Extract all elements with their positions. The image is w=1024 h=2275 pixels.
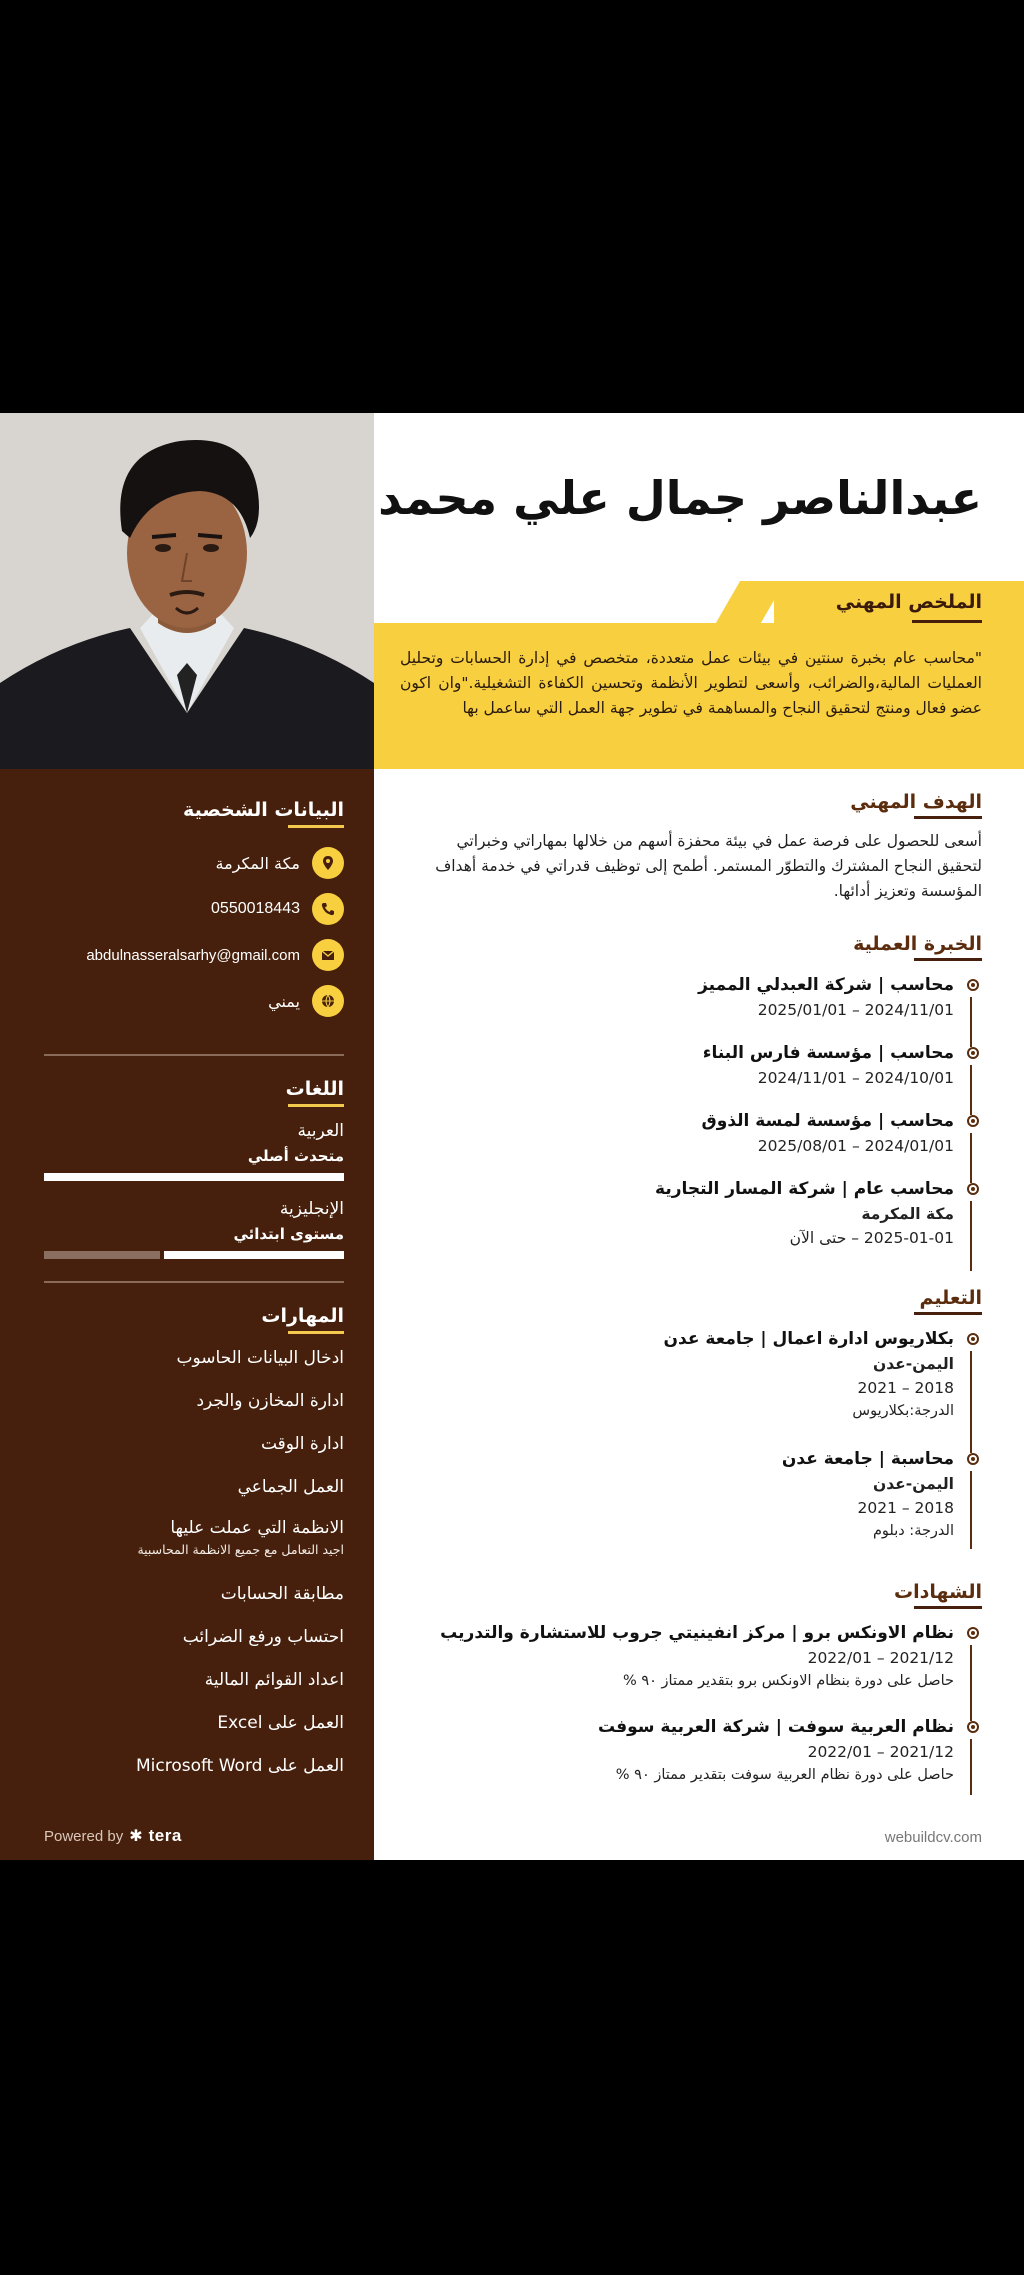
education-item — [414, 1449, 982, 1545]
language-bar-gap — [160, 1251, 164, 1259]
objective-title-underline — [914, 816, 982, 819]
powered-label: Powered by — [44, 1827, 124, 1845]
nationality-text: يمني — [268, 991, 300, 1011]
education-place: اليمن-عدن — [872, 1355, 954, 1373]
skill-item: العمل الجماعي — [237, 1477, 344, 1497]
experience-item — [414, 1111, 982, 1179]
email-text: abdulnasseralsarhy@gmail.com — [86, 946, 300, 964]
language-level: متحدث أصلي — [247, 1147, 344, 1165]
skill-note: اجيد التعامل مع جميع الانظمة المحاسبية — [137, 1542, 344, 1557]
experience-dates: 2024/10/01 – 2024/11/01 — [757, 1069, 954, 1087]
contact-phone[interactable] — [44, 886, 344, 932]
certificate-desc: حاصل على دورة بنظام الاونكس برو بتقدير ممتاز ٩٠ % — [622, 1673, 954, 1689]
timeline-dot-icon — [967, 1183, 979, 1195]
objective-title: الهدف المهني — [850, 791, 982, 813]
certificates-section — [414, 1581, 982, 1791]
language-name: العربية — [297, 1121, 344, 1141]
timeline-dot-icon — [967, 1047, 979, 1059]
experience-item — [414, 975, 982, 1043]
phone-icon — [312, 893, 344, 925]
experience-item — [414, 1043, 982, 1111]
phone-text: 0550018443 — [211, 900, 300, 917]
experience-location: مكة المكرمة — [861, 1205, 954, 1223]
education-title: التعليم — [919, 1287, 982, 1309]
education-section — [414, 1287, 982, 1545]
personal-title: البيانات الشخصية — [183, 799, 344, 821]
location-text: مكة المكرمة — [215, 853, 300, 873]
certificates-title: الشهادات — [893, 1581, 982, 1603]
location-icon — [312, 847, 344, 879]
language-name: الإنجليزية — [279, 1199, 344, 1219]
person-name: عبدالناصر جمال علي محمد — [378, 471, 982, 525]
experience-timeline — [414, 975, 982, 1267]
contact-nationality — [44, 978, 344, 1024]
sidebar — [0, 413, 374, 1860]
skill-item-with-note — [44, 1518, 344, 1584]
brand-name: tera — [148, 1826, 182, 1845]
cv-page — [0, 413, 1024, 1860]
skill-item: اعداد القوائم المالية — [204, 1670, 344, 1690]
education-years: 2018 – 2021 — [857, 1499, 954, 1517]
timeline-dot-icon — [967, 1627, 979, 1639]
experience-title-text: محاسب | مؤسسة لمسة الذوق — [701, 1111, 954, 1131]
certificate-desc: حاصل على دورة نظام العربية سوفت بتقدير ممتاز ٩٠ % — [615, 1767, 954, 1783]
timeline-dot-icon — [967, 1721, 979, 1733]
experience-item — [414, 1179, 982, 1267]
timeline-dot-icon — [967, 1333, 979, 1345]
summary-title: الملخص المهني — [835, 591, 982, 613]
education-years: 2018 – 2021 — [857, 1379, 954, 1397]
certificate-years: 2021/12 – 2022/01 — [807, 1649, 954, 1667]
languages-title: اللغات — [285, 1078, 344, 1100]
skill-item: ادخال البيانات الحاسوب — [176, 1348, 344, 1368]
education-degree: الدرجة: دبلوم — [872, 1523, 954, 1539]
experience-title-text: محاسب | شركة العبدلي المميز — [698, 975, 954, 995]
skills-title: المهارات — [261, 1305, 344, 1327]
sidebar-content — [44, 769, 344, 1799]
experience-title-text: محاسب | مؤسسة فارس البناء — [702, 1043, 954, 1063]
experience-dates: 2024/01/01 – 2025/08/01 — [757, 1137, 954, 1155]
skill-item: ادارة الوقت — [260, 1434, 344, 1454]
language-level: مستوى ابتدائي — [233, 1225, 344, 1243]
skill-item: العمل على Excel — [217, 1713, 344, 1733]
profile-photo — [0, 413, 374, 769]
timeline-dot-icon — [967, 1115, 979, 1127]
certificate-title-text: نظام الاونكس برو | مركز انفينيتي جروب للاستشارة والتدريب — [440, 1623, 954, 1643]
skill-item: العمل على Microsoft Word — [135, 1756, 344, 1776]
contact-location — [44, 840, 344, 886]
education-title-underline — [914, 1312, 982, 1315]
experience-dates: 2025-01-01 – حتى الآن — [789, 1229, 954, 1247]
timeline-dot-icon — [967, 979, 979, 991]
divider — [44, 1054, 344, 1056]
experience-title-text: محاسب عام | شركة المسار التجارية — [655, 1179, 954, 1199]
skill-item: مطابقة الحسابات — [220, 1584, 344, 1604]
experience-section — [414, 933, 982, 1267]
skill-item: احتساب ورفع الضرائب — [182, 1627, 344, 1647]
contact-email[interactable] — [44, 932, 344, 978]
certificate-item — [414, 1717, 982, 1791]
footer-url-link[interactable]: webuildcv.com — [884, 1829, 982, 1846]
globe-icon — [312, 985, 344, 1017]
summary-text: "محاسب عام بخبرة سنتين في بيئات عمل متعددة، متخصص في إدارة الحسابات وتحليل العمليات المالية،والضرائب، وأسعى لتطوير الأنظمة وتحسين الكفاءة التشغيلية."وان اكون عضو فعال ومنتج لتحقيق النجاح والمساهمة في تطوير جهة العمل التي ساعمل بها — [400, 649, 982, 717]
certificate-years: 2021/12 – 2022/01 — [807, 1743, 954, 1761]
skill-item: ادارة المخازن والجرد — [196, 1391, 344, 1411]
education-item — [414, 1329, 982, 1449]
education-place: اليمن-عدن — [872, 1475, 954, 1493]
experience-title-underline — [914, 958, 982, 961]
objective-section — [414, 791, 982, 904]
experience-title: الخبرة العملية — [853, 933, 982, 955]
certificate-title-text: نظام العربية سوفت | شركة العربية سوفت — [597, 1717, 954, 1737]
language-bar-fill — [164, 1251, 344, 1259]
language-bar — [44, 1173, 344, 1181]
education-timeline — [414, 1329, 982, 1545]
skill-item: الانظمة التي عملت عليها — [170, 1518, 344, 1538]
certificates-title-underline — [914, 1606, 982, 1609]
certificate-item — [414, 1623, 982, 1717]
education-title-text: بكلاريوس ادارة اعمال | جامعة عدن — [663, 1329, 954, 1349]
main-content — [374, 413, 1024, 1860]
experience-dates: 2024/11/01 – 2025/01/01 — [757, 1001, 954, 1019]
powered-by — [44, 1826, 182, 1846]
language-item — [44, 1121, 344, 1181]
summary-title-underline — [912, 620, 982, 623]
education-degree: الدرجة:بكلاريوس — [852, 1403, 954, 1419]
language-bar-fill — [44, 1173, 344, 1181]
tera-logo-icon: ✱ — [129, 1828, 143, 1845]
email-icon — [312, 939, 344, 971]
language-item — [44, 1199, 344, 1259]
timeline-dot-icon — [967, 1453, 979, 1465]
education-title-text: محاسبة | جامعة عدن — [781, 1449, 954, 1469]
divider — [44, 1281, 344, 1283]
language-bar — [44, 1251, 344, 1259]
certificates-timeline — [414, 1623, 982, 1791]
objective-text: أسعى للحصول على فرصة عمل في بيئة محفزة أسهم من خلالها بمهاراتي وخبراتي لتحقيق النجاح المشترك والتطوّر المستمر. أطمح إلى توظيف قدراتي في خدمة أهداف المؤسسة وتعزيز أدائها. — [435, 832, 982, 900]
